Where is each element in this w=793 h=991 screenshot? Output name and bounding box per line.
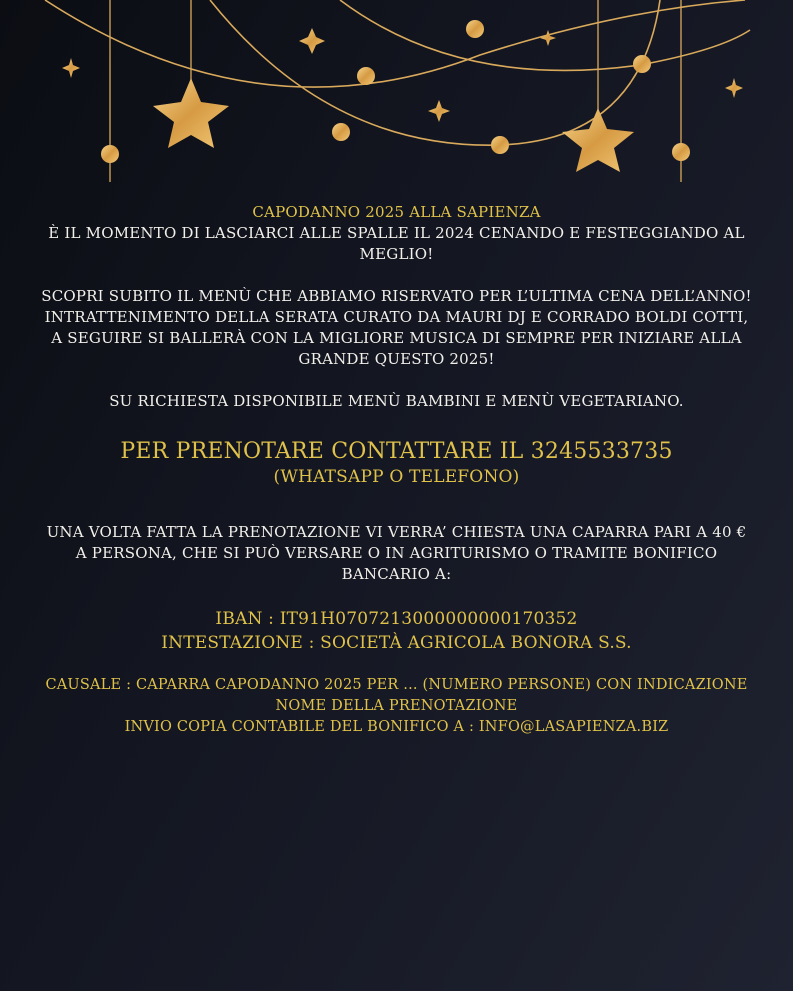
receipt-email: INVIO COPIA CONTABILE DEL BONIFICO A : INFO@LASAPIENZA.BIZ: [124, 719, 669, 735]
payment-reference: CAUSALE : CAPARRA CAPODANNO 2025 PER ... (NUMERO PERSONE) CON INDICAZIONE NOME DELLA PRENOTAZIONE: [45, 677, 748, 714]
bead-icon: [466, 20, 484, 38]
sparkle-icon: [62, 58, 80, 78]
sparkle-icon: [725, 78, 743, 98]
event-title: CAPODANNO 2025 ALLA SAPIENZA: [252, 203, 541, 221]
invitation-text: [40, 202, 753, 738]
iban-value: IBAN : IT91H0707213000000000170352: [215, 609, 578, 629]
bead-icon: [101, 145, 119, 163]
sparkle-icon: [428, 100, 450, 122]
sparkle-icon: [540, 30, 556, 46]
intro-line: È IL MOMENTO DI LASCIARCI ALLE SPALLE IL 2024 CENANDO E FESTEGGIANDO AL MEGLIO!: [48, 224, 745, 263]
bead-icon: [332, 123, 350, 141]
sparkle-icon: [299, 28, 325, 54]
booking-phone: PER PRENOTARE CONTATTARE IL 3245533735: [120, 439, 673, 464]
star-icon: [153, 78, 229, 148]
star-icon: [562, 108, 634, 172]
deposit-info: UNA VOLTA FATTA LA PRENOTAZIONE VI VERRA’ CHIESTA UNA CAPARRA PARI A 40 € A PERSONA, CHE SI PUÒ VERSARE O IN AGRITURISMO O TRAMITE BONIFICO BANCARIO A:: [46, 523, 747, 583]
bead-icon: [357, 67, 375, 85]
account-holder: INTESTAZIONE : SOCIETÀ AGRICOLA BONORA S.S.: [161, 633, 632, 653]
booking-channels: (WHATSAPP O TELEFONO): [273, 467, 520, 487]
garland-decoration: [0, 0, 793, 190]
bead-icon: [633, 55, 651, 73]
bead-icon: [672, 143, 690, 161]
menu-options: SU RICHIESTA DISPONIBILE MENÙ BAMBINI E MENÙ VEGETARIANO.: [109, 392, 684, 410]
bead-icon: [491, 136, 509, 154]
program-description: SCOPRI SUBITO IL MENÙ CHE ABBIAMO RISERVATO PER L’ULTIMA CENA DELL’ANNO! INTRATTENIMENTO DELLA SERATA CURATO DA MAURI DJ E CORRADO BOLDI COTTI, A SEGUIRE SI BALLERÀ CON LA MIGLIORE MUSICA DI SEMPRE PER INIZIARE ALLA GRANDE QUESTO 2025!: [41, 287, 752, 368]
